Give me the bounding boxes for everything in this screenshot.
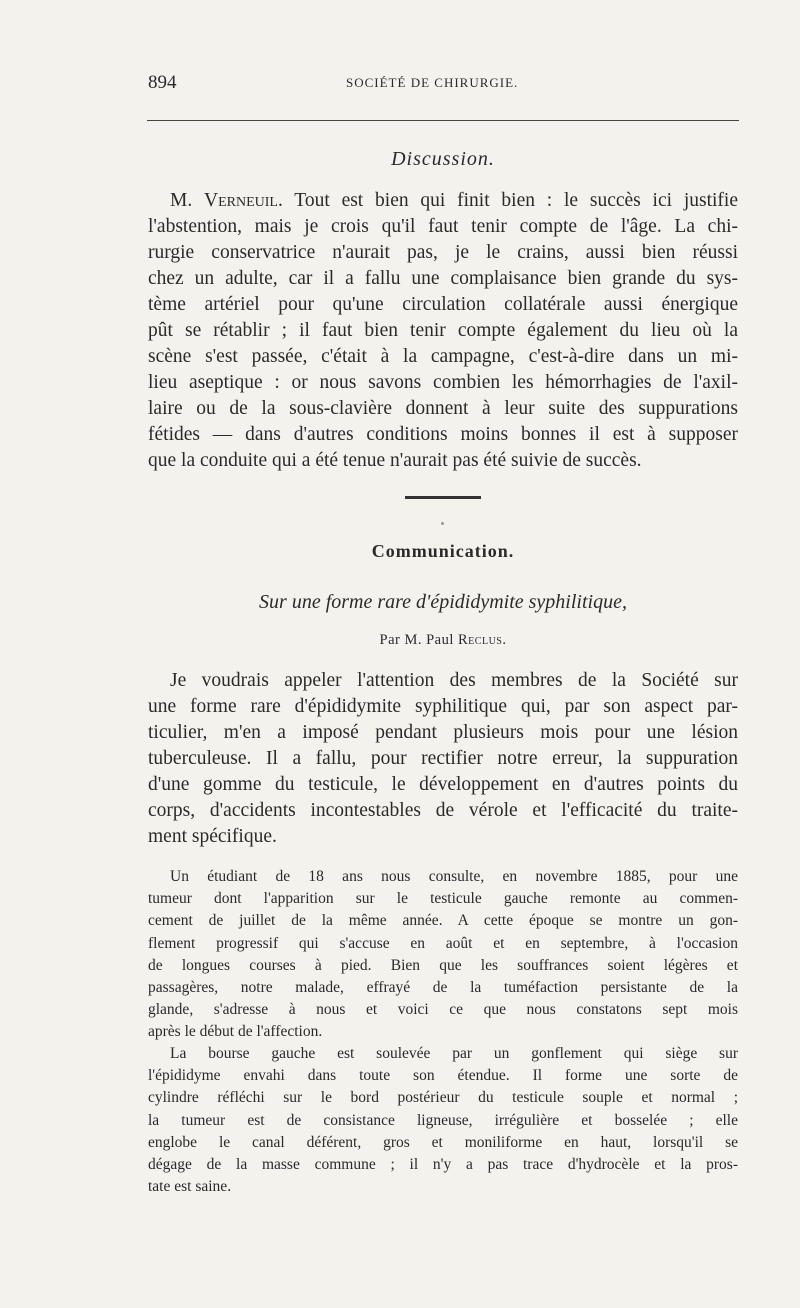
text-line: que la conduite qui a été tenue n'aurait pas été suivie de succès. bbox=[148, 450, 642, 471]
author-suffix: . bbox=[502, 632, 507, 648]
text-line: cement de juillet de la même année. A cette époque se montre un gon- bbox=[148, 912, 738, 930]
text-line: dégage de la masse commune ; il n'y a pas trace d'hydrocèle et la pros- bbox=[148, 1155, 738, 1173]
text-line: flement progressif qui s'accuse en août et en septembre, à l'occasion bbox=[148, 934, 738, 952]
text-line: lieu aseptique : or nous savons combien les hémorrhagies de l'axil- bbox=[148, 372, 738, 393]
text-line: laire ou de la sous-clavière donnent à leur suite des suppurations bbox=[148, 398, 738, 419]
text-line: passagères, notre malade, effrayé de la tuméfaction persistante de la bbox=[148, 978, 738, 996]
exam-paragraph bbox=[148, 1043, 738, 1198]
text-line: tème artériel pour qu'une circulation collatérale aussi énergique bbox=[148, 294, 738, 315]
discussion-paragraph bbox=[148, 188, 738, 474]
text-line: l'épididyme envahi dans toute son étendue. Il forme une sorte de bbox=[148, 1067, 738, 1085]
page-header bbox=[148, 72, 738, 98]
text-line: ment spécifique. bbox=[148, 826, 277, 847]
text-line: la tumeur est de consistance ligneuse, irrégulière et bosselée ; elle bbox=[148, 1111, 738, 1129]
text-line: corps, d'accidents incontestables de vérole et l'efficacité du traite- bbox=[148, 800, 738, 821]
text-line: Un étudiant de 18 ans nous consulte, en novembre 1885, pour une bbox=[170, 868, 738, 885]
text-line: Je voudrais appeler l'attention des membres de la Société sur bbox=[170, 670, 738, 691]
text-line: glande, s'adresse à nous et voici ce que nous constatons sept mois bbox=[148, 1001, 738, 1019]
communication-heading: Communication. bbox=[371, 541, 515, 561]
case-paragraph bbox=[148, 866, 738, 1044]
text-line: l'abstention, mais je crois qu'il faut tenir compte de l'âge. La chi- bbox=[148, 216, 738, 237]
discussion-heading: Discussion. bbox=[391, 148, 495, 170]
text-line: d'une gomme du testicule, le développement en d'autres points du bbox=[148, 774, 738, 795]
text-line: tuberculeuse. Il a fallu, pour rectifier notre erreur, la suppuration bbox=[148, 748, 738, 769]
article-author bbox=[148, 632, 738, 649]
text-line: tumeur dont l'apparition sur le testicule gauche remonte au commen- bbox=[148, 890, 738, 908]
speaker-name: Verneuil bbox=[204, 190, 278, 211]
speaker-prefix: M. bbox=[170, 190, 205, 211]
article-title: Sur une forme rare d'épididymite syphilitique, bbox=[259, 591, 627, 613]
text-line bbox=[148, 188, 738, 214]
text-line: rurgie conservatrice n'aurait pas, je le crains, aussi bien réussi bbox=[148, 242, 738, 263]
text-line: chez un adulte, car il a fallu une complaisance bien grande du sys- bbox=[148, 268, 738, 289]
line-text: . Tout est bien qui finit bien : le succès ici justifie bbox=[277, 190, 738, 211]
text-line: cylindre réfléchi sur le bord postérieur du testicule souple et normal ; bbox=[148, 1089, 738, 1107]
section-divider bbox=[405, 496, 481, 499]
text-line: pût se rétablir ; il faut bien tenir compte également du lieu où la bbox=[148, 320, 738, 341]
text-line: une forme rare d'épididymite syphilitique qui, par son aspect par- bbox=[148, 696, 738, 717]
running-head: SOCIÉTÉ DE CHIRURGIE. bbox=[346, 75, 519, 90]
text-line: fétides — dans d'autres conditions moins bonnes il est à supposer bbox=[148, 424, 738, 445]
text-line: englobe le canal déférent, gros et moniliforme en haut, lorsqu'il se bbox=[148, 1133, 738, 1151]
header-rule bbox=[147, 120, 739, 121]
text-line: ticulier, m'en a imposé pendant plusieurs mois pour une lésion bbox=[148, 722, 738, 743]
author-name: Reclus bbox=[458, 632, 503, 648]
text-line: après le début de l'affection. bbox=[148, 1023, 323, 1041]
intro-paragraph bbox=[148, 668, 738, 850]
ink-speck bbox=[441, 522, 444, 525]
text-line: La bourse gauche est soulevée par un gonflement qui siège sur bbox=[170, 1045, 738, 1062]
author-prefix: Par M. Paul bbox=[379, 632, 459, 648]
page-number: 894 bbox=[148, 72, 177, 93]
text-line: de longues courses à pied. Bien que les souffrances soient légères et bbox=[148, 956, 738, 974]
text-line: scène s'est passée, c'était à la campagne, c'est-à-dire dans un mi- bbox=[148, 346, 738, 367]
text-line: tate est saine. bbox=[148, 1178, 232, 1196]
